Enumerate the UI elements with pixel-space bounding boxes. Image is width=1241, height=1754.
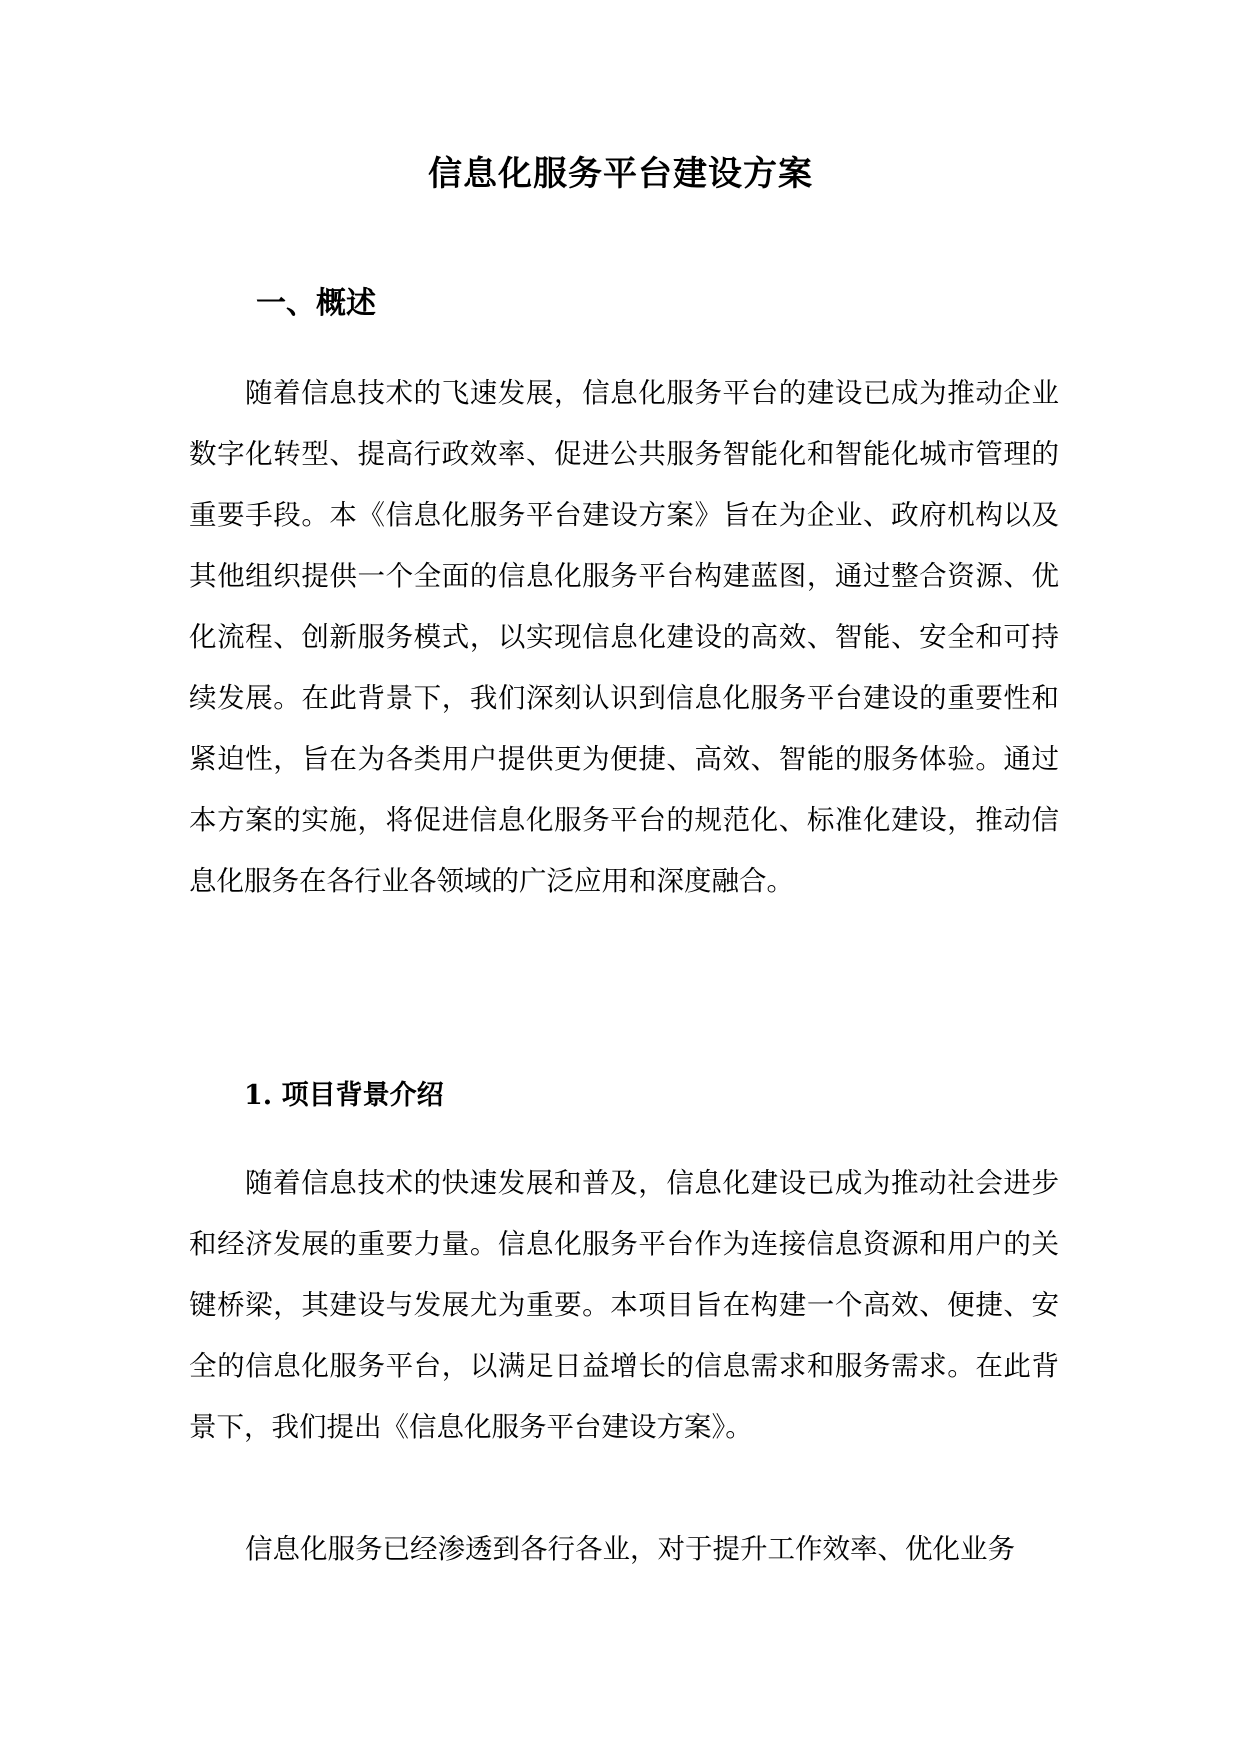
overview-paragraph: 随着信息技术的飞速发展，信息化服务平台的建设已成为推动企业数字化转型、提高行政效率、促进公共服务智能化和智能化城市管理的重要手段。本《信息化服务平台建设方案》旨在为企业、政府机构以及其他组织提供一个全面的信息化服务平台构建蓝图，通过整合资源、优化流程、创新服务模式，以实现信息化建设的高效、智能、安全和可持续发展。在此背景下，我们深刻认识到信息化服务平台建设的重要性和紧迫性，旨在为各类用户提供更为便捷、高效、智能的服务体验。通过本方案的实施，将促进信息化服务平台的规范化、标准化建设，推动信息化服务在各行业各领域的广泛应用和深度融合。 [189,377,1059,897]
project-background-paragraph-1: 随着信息技术的快速发展和普及，信息化建设已成为推动社会进步和经济发展的重要力量。信息化服务平台作为连接信息资源和用户的关键桥梁，其建设与发展尤为重要。本项目旨在构建一个高效、便捷、安全的信息化服务平台，以满足日益增长的信息需求和服务需求。在此背景下，我们提出《信息化服务平台建设方案》。 [189,1167,1059,1443]
document-title: 信息化服务平台建设方案 [428,154,813,194]
project-background-paragraph-2: 信息化服务已经渗透到各行各业，对于提升工作效率、优化业务 [245,1533,1015,1565]
section-heading-overview: 一、概述 [256,286,376,321]
subsection-heading-project-background: 1. 项目背景介绍 [244,1080,444,1111]
